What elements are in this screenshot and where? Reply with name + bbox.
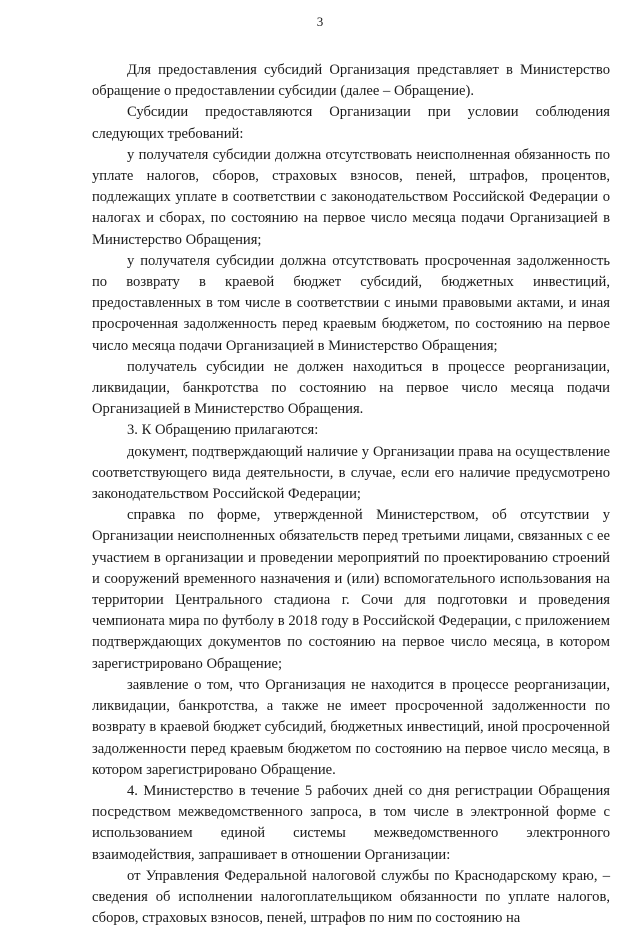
paragraph-condition-tax-obligations: у получателя субсидии должна отсутствовать неисполненная обязанность по уплате налогов, сборов, страховых взносов, пеней, штрафов, процентов, подлежащих уплате в соответствии с законодательством Российской Федерации о налогах и сборах, по состоянию на первое число месяца подачи Организацией в Министерство Обращения; (92, 146, 610, 248)
paragraph-condition-overdue-debt: у получателя субсидии должна отсутствовать просроченная задолженность по возврату в краевой бюджет субсидий, бюджетных инвестиций, предоставленных в том числе в соответствии с иными правовыми актами, и иная просроченная задолженность перед краевым бюджетом, по состоянию на первое число месяца подачи Организацией в Министерство Обращения; (92, 252, 610, 354)
paragraph-attachments-heading: 3. К Обращению прилагаются: (127, 422, 319, 439)
paragraph-ministry-request: 4. Министерство в течение 5 рабочих дней со дня регистрации Обращения посредством межведомственного запроса, в том числе в электронной форме с использованием единой системы межведомственного электронного взаимодействия, запрашивает в отношении Организации: (92, 782, 610, 863)
paragraph-conditions-intro: Субсидии предоставляются Организации при условии соблюдения следующих требований: (92, 104, 610, 142)
paragraph-attachment-statement: заявление о том, что Организация не находится в процессе реорганизации, ликвидации, банкротства, а также не имеет просроченной задолженности по возврату в краевой бюджет субсидий, бюджетных инвестиций, иной просроченной задолженности перед краевым бюджетом по состоянию на первое число месяца, в котором зарегистрировано Обращение. (92, 676, 610, 778)
paragraph-attachment-license: документ, подтверждающий наличие у Организации права на осуществление соответствующего вида деятельности, в случае, если его наличие предусмотрено законодательством Российской Федерации; (92, 443, 610, 503)
paragraph-condition-reorganization: получатель субсидии не должен находиться в процессе реорганизации, ликвидации, банкротства по состоянию на первое число месяца подачи Организацией в Министерство Обращения. (92, 358, 610, 418)
paragraph-tax-service-request: от Управления Федеральной налоговой службы по Краснодарскому краю, – сведения об исполнении налогоплательщиком обязанности по уплате налогов, сборов, страховых взносов, пеней, штрафов по ним по состоянию на (92, 867, 610, 927)
page-number: 3 (316, 14, 324, 29)
document-body (92, 60, 610, 929)
paragraph-subsidy-request: Для предоставления субсидий Организация представляет в Министерство обращение о предоставлении субсидии (далее – Обращение). (92, 62, 610, 100)
paragraph-attachment-certificate: справка по форме, утвержденной Министерством, об отсутствии у Организации неисполненных обязательств перед третьими лицами, связанных с ее участием в организации и проведении мероприятий по проектированию строений и сооружений временного назначения и (или) вспомогательного использования на территории Центрального стадиона г. Сочи для подготовки и проведения чемпионата мира по футболу в 2018 году в Российской Федерации, с приложением подтверждающих документов по состоянию на первое число месяца, в котором зарегистрировано Обращение; (92, 507, 610, 672)
